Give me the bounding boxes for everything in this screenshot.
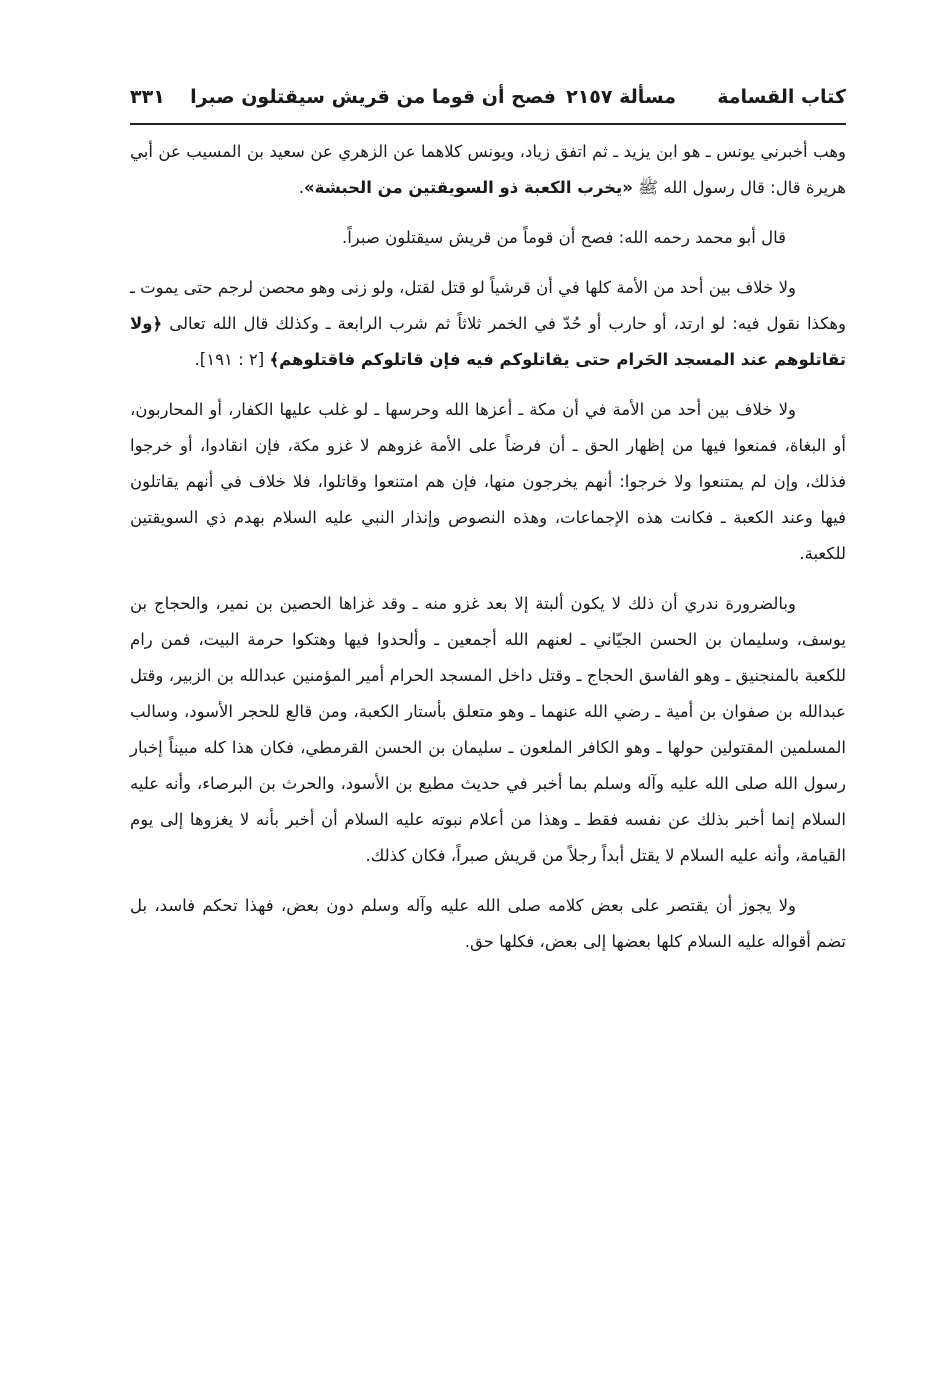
header-divider <box>130 123 846 125</box>
issue-number: مسألة ٢١٥٧ <box>566 86 676 108</box>
paragraph-mecca-ruling <box>130 392 846 572</box>
page-body <box>130 134 846 974</box>
abu-muhammad-statement: قال أبو محمد رحمه الله: فصح أن قوماً من قريش سيقتلون صبراً. <box>341 228 786 247</box>
issue-title: فصح أن قوما من قريش سيقتلون صبرا <box>190 86 556 108</box>
conclusion-text: ولا يجوز أن يقتصر على بعض كلامه صلى الله عليه وآله وسلم دون بعض، فهذا تحكم فاسد، بل تضم أقواله عليه السلام كلها بعضها إلى بعض، فكلها حق. <box>130 896 846 951</box>
page-number: ٣٣١ <box>130 86 165 108</box>
page-header <box>130 82 846 118</box>
verse-reference: [٢ : ١٩١]. <box>194 350 270 369</box>
paragraph-hadith-chain <box>130 134 846 206</box>
paragraph-quraysh-ruling <box>130 270 846 378</box>
quran-verse: ﴿ولا تقاتلوهم عند المسجد الحَرام حتى يقاتلوكم فيه فإن قاتلوكم فاقتلوهم﴾ <box>130 314 846 369</box>
paragraph-conclusion <box>130 888 846 960</box>
hadith-quote: «يخرب الكعبة ذو السويقتين من الحبشة» <box>303 178 633 197</box>
paragraph-kaaba-attacks <box>130 586 846 874</box>
hadith-chain-text: وهب أخبرني يونس ـ هو ابن يزيد ـ ثم اتفق زياد، ويونس كلاهما عن الزهري عن سعيد بن المسيب عن أبي هريرة قال: قال رسول الله ﷺ <box>130 142 846 197</box>
running-book-title: كتاب القسامة <box>717 86 846 108</box>
hadith-end: . <box>298 178 304 197</box>
mecca-ruling-text: ولا خلاف بين أحد من الأمة في أن مكة ـ أعزها الله وحرسها ـ لو غلب عليها الكفار، أو المحاربون، أو البغاة، فمنعوا فيها من إظهار الحق ـ أن فرضاً على الأمة غزوهم لا غزو مكة، فإن انقادوا، أو خرجوا فذلك، وإن لم يمتنعوا ولا خرجوا: أنهم يخرجون منها، فإن هم امتنعوا وقاتلوا، فلا خلاف في أنهم يقاتلون فيها وعند الكعبة ـ فكانت هذه الإجماعات، وهذه النصوص وإنذار النبي عليه السلام بهدم ذي السويقتين للكعبة. <box>130 400 846 563</box>
quraysh-ruling-text: ولا خلاف بين أحد من الأمة كلها في أن قرشياً لو قتل لقتل، ولو زنى وهو محصن لرجم حتى يموت ـ وهكذا نقول فيه: لو ارتد، أو حارب أو حُدّ في الخمر ثلاثاً ثم شرب الرابعة ـ وكذلك قال الله تعالى <box>130 278 846 333</box>
paragraph-abu-muhammad <box>130 220 846 256</box>
kaaba-attacks-text: وبالضرورة ندري أن ذلك لا يكون ألبتة إلا بعد غزو منه ـ وقد غزاها الحصين بن نمير، والحجاج بن يوسف، وسليمان بن الحسن الجيّاني ـ لعنهم الله أجمعين ـ وألحدوا فيها وهتكوا حرمة البيت، فمن رام للكعبة بالمنجنيق ـ وهو الفاسق الحجاج ـ وقتل داخل المسجد الحرام أمير المؤمنين عبدالله بن الزبير، وقتل عبدالله بن صفوان بن أمية ـ رضي الله عنهما ـ وهو متعلق بأستار الكعبة، ومن قالع للحجر الأسود، وسالب المسلمين المقتولين حولها ـ وهو الكافر الملعون ـ سليمان بن الحسن القرمطي، فكان هذا كله مبيناً إخبار رسول الله صلى الله عليه وآله وسلم بما أخبر في حديث مطيع بن الأسود، والحرث بن البرصاء، وأنه عليه السلام إنما أخبر بذلك عن نفسه فقط ـ وهذا من أعلام نبوته عليه السلام أن أخبر بأنه لا يغزوها إلى يوم القيامة، وأنه عليه السلام لا يقتل أبداً رجلاً من قريش صبراً، فكان كذلك. <box>130 594 846 865</box>
